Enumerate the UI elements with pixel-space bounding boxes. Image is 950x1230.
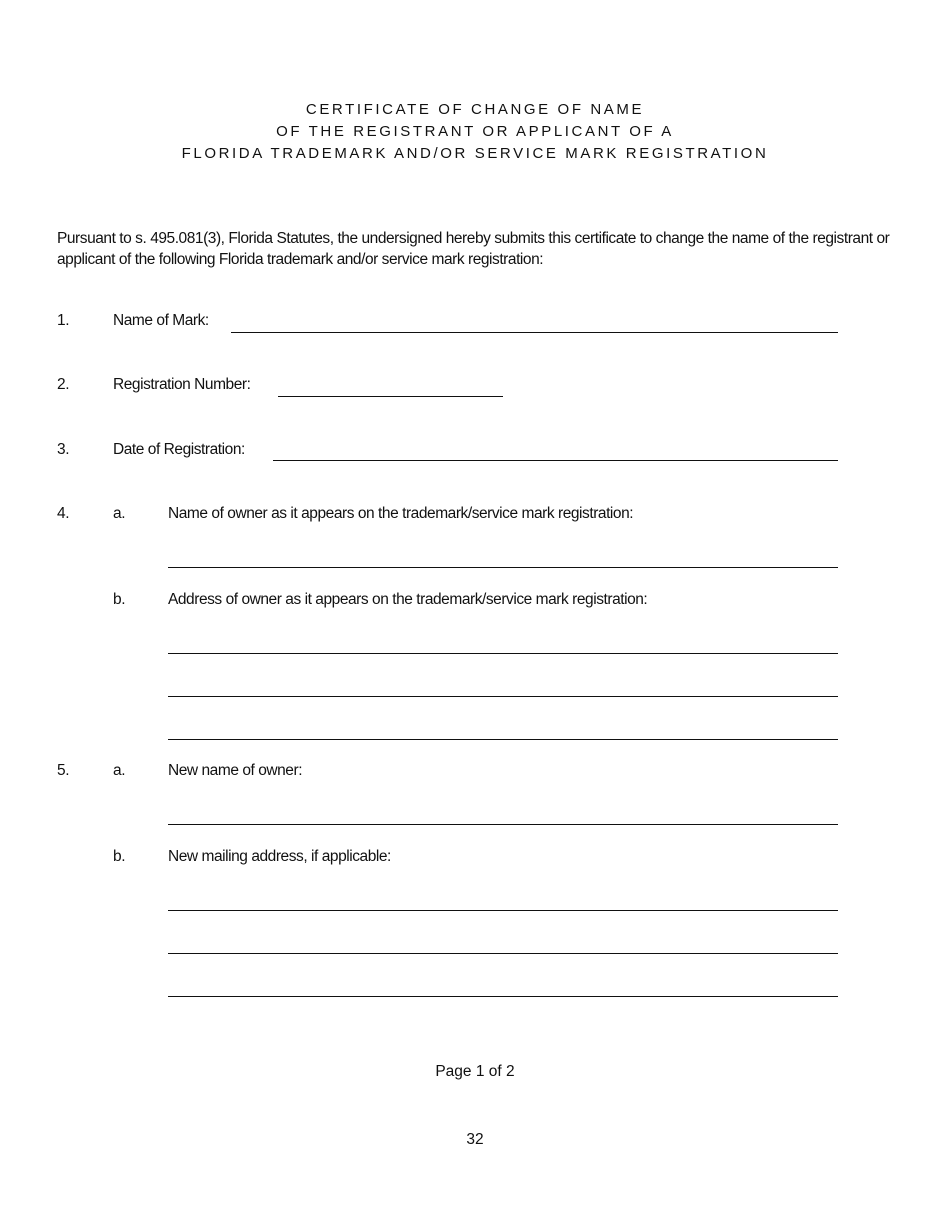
name-of-mark-label: Name of Mark: bbox=[113, 312, 209, 329]
item-4-number: 4. bbox=[57, 505, 70, 522]
intro-paragraph: Pursuant to s. 495.081(3), Florida Statutes, the undersigned hereby submits this certificate to change the name of the registrant or applicant of the following Florida trademark and/or service mark registration: bbox=[57, 230, 890, 268]
item-4a-letter: a. bbox=[113, 505, 126, 522]
new-mailing-address-field-line-1[interactable] bbox=[168, 910, 838, 911]
new-mailing-address-field-line-3[interactable] bbox=[168, 996, 838, 997]
item-3-number: 3. bbox=[57, 441, 70, 458]
new-owner-name-field[interactable] bbox=[168, 824, 838, 825]
title-line-1: CERTIFICATE OF CHANGE OF NAME bbox=[305, 101, 645, 118]
owner-address-field-line-1[interactable] bbox=[168, 653, 838, 654]
new-mailing-address-field-line-2[interactable] bbox=[168, 953, 838, 954]
page-number: 32 bbox=[466, 1131, 484, 1148]
item-5a-letter: a. bbox=[113, 762, 126, 779]
title-line-2: OF THE REGISTRANT OR APPLICANT OF A bbox=[276, 123, 674, 140]
page-indicator: Page 1 of 2 bbox=[435, 1063, 515, 1080]
item-5-number: 5. bbox=[57, 762, 70, 779]
owner-address-field-line-2[interactable] bbox=[168, 696, 838, 697]
title-line-3: FLORIDA TRADEMARK AND/OR SERVICE MARK REGISTRATION bbox=[181, 145, 769, 162]
owner-address-field-line-3[interactable] bbox=[168, 739, 838, 740]
owner-address-label: Address of owner as it appears on the trademark/service mark registration: bbox=[168, 591, 648, 608]
item-4b-letter: b. bbox=[113, 591, 126, 608]
registration-number-field[interactable] bbox=[278, 396, 503, 397]
item-2-number: 2. bbox=[57, 376, 70, 393]
new-owner-name-label: New name of owner: bbox=[168, 762, 303, 779]
item-1-number: 1. bbox=[57, 312, 70, 329]
date-of-registration-label: Date of Registration: bbox=[113, 441, 245, 458]
date-of-registration-field[interactable] bbox=[273, 460, 838, 461]
name-of-mark-field[interactable] bbox=[231, 332, 838, 333]
registration-number-label: Registration Number: bbox=[113, 376, 251, 393]
owner-name-field[interactable] bbox=[168, 567, 838, 568]
item-5b-letter: b. bbox=[113, 848, 126, 865]
owner-name-label: Name of owner as it appears on the trademark/service mark registration: bbox=[168, 505, 634, 522]
new-mailing-address-label: New mailing address, if applicable: bbox=[168, 848, 391, 865]
form-title bbox=[0, 99, 950, 165]
